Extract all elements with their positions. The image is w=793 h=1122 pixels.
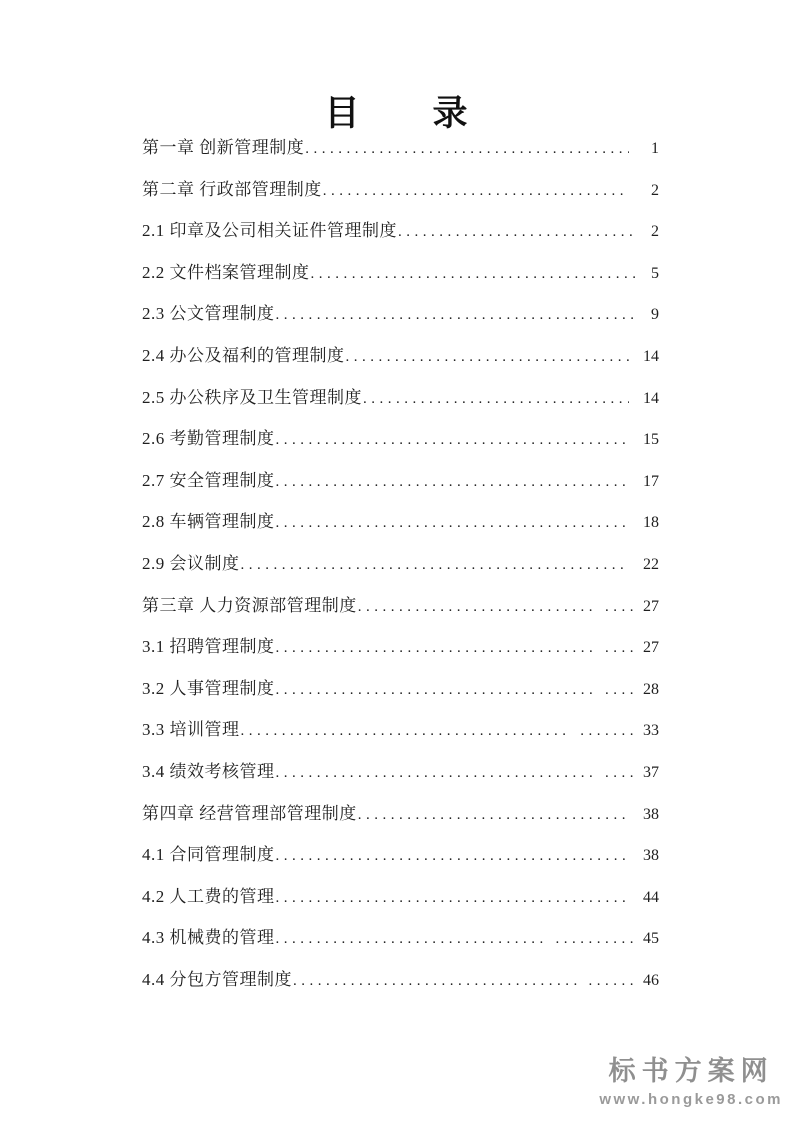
dot-leader-tail — [630, 349, 638, 366]
toc-entry-page: 14 — [643, 389, 659, 407]
toc-entry-label: 2.8 车辆管理制度 — [142, 512, 275, 532]
dot-leader-tail: .......... — [547, 931, 638, 948]
toc-entry — [142, 549, 659, 591]
dot-leader — [363, 388, 629, 408]
dot-leader — [346, 346, 629, 366]
toc-entry-label: 3.1 招聘管理制度 — [142, 637, 275, 657]
toc-entry-page: 14 — [643, 347, 659, 365]
toc-entry-label: 2.9 会议制度 — [142, 553, 240, 573]
toc-entry-page: 27 — [643, 597, 659, 615]
dot-leader — [293, 970, 579, 990]
watermark-site-url: www.hongke98.com — [599, 1091, 783, 1108]
toc-entry — [142, 466, 659, 508]
toc-entry-page: 37 — [643, 763, 659, 781]
toc-entry-page: 9 — [651, 306, 659, 324]
toc-entry-label: 2.1 印章及公司相关证件管理制度 — [142, 221, 397, 241]
toc-list — [142, 133, 659, 1006]
toc-entry — [142, 424, 659, 466]
toc-entry — [142, 632, 659, 674]
dot-leader-tail — [630, 848, 638, 865]
toc-entry — [142, 175, 659, 217]
dot-leader — [305, 138, 629, 158]
dot-leader — [276, 679, 596, 699]
toc-entry-page: 38 — [643, 805, 659, 823]
toc-entry-page: 33 — [643, 722, 659, 740]
toc-entry-page: 5 — [651, 264, 659, 282]
watermark-site-name: 标书方案网 — [608, 1056, 774, 1086]
dot-leader — [276, 429, 629, 449]
dot-leader-tail — [630, 557, 638, 574]
dot-leader — [241, 554, 629, 574]
dot-leader-tail — [630, 474, 638, 491]
dot-leader — [276, 762, 596, 782]
toc-entry — [142, 299, 659, 341]
dot-leader-tail: .... — [596, 681, 638, 698]
dot-leader — [358, 804, 629, 824]
toc-entry-page: 28 — [643, 680, 659, 698]
dot-leader — [276, 887, 629, 907]
page-title: 目 录 — [324, 94, 469, 133]
dot-leader-tail: ...... — [580, 972, 638, 989]
dot-leader-tail — [630, 391, 638, 408]
toc-entry-label: 4.2 人工费的管理 — [142, 886, 275, 906]
dot-leader — [398, 221, 637, 241]
toc-entry-label: 第一章 创新管理制度 — [142, 138, 305, 157]
dot-leader — [276, 845, 629, 865]
toc-entry-label: 2.3 公文管理制度 — [142, 304, 275, 324]
dot-leader — [276, 471, 629, 491]
toc-entry-label: 3.4 绩效考核管理 — [142, 761, 275, 781]
dot-leader — [276, 637, 596, 657]
toc-entry — [142, 965, 659, 1007]
dot-leader — [358, 596, 596, 616]
toc-entry-page: 45 — [643, 930, 659, 948]
toc-entry — [142, 923, 659, 965]
toc-entry — [142, 133, 659, 175]
dot-leader-tail: .... — [596, 640, 638, 657]
toc-entry-label: 2.4 办公及福利的管理制度 — [142, 345, 345, 365]
toc-entry — [142, 674, 659, 716]
toc-entry-page: 27 — [643, 639, 659, 657]
dot-leader — [276, 928, 547, 948]
toc-entry-page: 2 — [651, 223, 659, 241]
toc-entry-label: 第二章 行政部管理制度 — [142, 179, 322, 199]
toc-entry-page: 17 — [643, 472, 659, 490]
toc-entry-label: 2.5 办公秩序及卫生管理制度 — [142, 387, 362, 407]
dot-leader-tail — [630, 515, 638, 532]
toc-entry-label: 第四章 经营管理部管理制度 — [142, 803, 357, 823]
toc-entry-page: 1 — [651, 140, 659, 157]
dot-leader — [323, 180, 629, 200]
dot-leader-tail: .... — [596, 764, 638, 781]
toc-entry-label: 4.1 合同管理制度 — [142, 845, 275, 865]
watermark — [599, 1049, 783, 1108]
toc-entry — [142, 757, 659, 799]
toc-entry-page: 46 — [643, 971, 659, 989]
toc-entry-label: 2.6 考勤管理制度 — [142, 429, 275, 449]
toc-entry-page: 44 — [643, 888, 659, 906]
toc-entry-page: 22 — [643, 555, 659, 573]
dot-leader-tail — [630, 807, 638, 824]
toc-entry — [142, 882, 659, 924]
toc-entry-page: 38 — [643, 847, 659, 865]
toc-entry-label: 第三章 人力资源部管理制度 — [142, 595, 357, 615]
toc-entry — [142, 341, 659, 383]
toc-entry-label: 3.3 培训管理 — [142, 720, 240, 740]
toc-entry-page: 18 — [643, 514, 659, 532]
dot-leader — [311, 263, 638, 283]
dot-leader-tail — [630, 141, 638, 158]
dot-leader-tail — [630, 432, 638, 449]
toc-entry-label: 2.7 安全管理制度 — [142, 470, 275, 490]
toc-entry-page: 2 — [651, 181, 659, 199]
toc-entry — [142, 216, 659, 258]
dot-leader — [241, 720, 572, 740]
toc-entry — [142, 591, 659, 633]
toc-entry-label: 4.4 分包方管理制度 — [142, 969, 292, 989]
toc-entry — [142, 383, 659, 425]
toc-entry — [142, 840, 659, 882]
dot-leader-tail — [630, 183, 638, 200]
dot-leader-tail — [630, 890, 638, 907]
toc-entry-label: 2.2 文件档案管理制度 — [142, 262, 310, 282]
toc-entry-label: 3.2 人事管理制度 — [142, 678, 275, 698]
toc-entry-page: 15 — [643, 431, 659, 449]
toc-entry-label: 4.3 机械费的管理 — [142, 928, 275, 948]
dot-leader-tail: ....... — [572, 723, 638, 740]
toc-entry — [142, 799, 659, 841]
toc-entry — [142, 507, 659, 549]
dot-leader-tail: .... — [596, 598, 638, 615]
toc-entry — [142, 258, 659, 300]
dot-leader — [276, 512, 629, 532]
dot-leader — [276, 304, 638, 324]
toc-entry — [142, 715, 659, 757]
